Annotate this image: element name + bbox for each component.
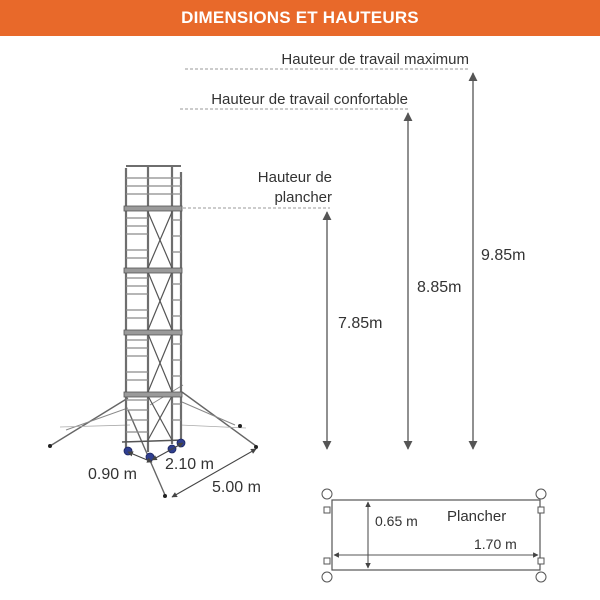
page-title: DIMENSIONS ET HAUTEURS [181,8,419,27]
platform-label: Plancher [447,508,507,525]
comfort-height-value: 8.85m [417,279,462,296]
floor-height-label-line2: plancher [274,189,332,206]
comfort-height-label: Hauteur de travail confortable [211,91,408,108]
max-height-label: Hauteur de travail maximum [281,51,469,68]
max-height-value: 9.85m [481,247,526,264]
corner-post-bottom-right [536,572,546,582]
platform-outline [332,500,540,570]
corner-post-top-right [536,489,546,499]
length-value: 2.10 m [165,456,214,473]
scaffold-tower-icon [48,165,258,498]
corner-post-bottom-left [322,572,332,582]
floor-height-value: 7.85m [338,315,383,332]
floor-height-label-line1: Hauteur de [257,169,332,186]
outrigger-span-value: 5.00 m [212,479,261,496]
platform-width-value: 0.65 m [375,513,418,529]
platform-length-value: 1.70 m [474,536,517,552]
platform-plan-view [322,489,546,582]
corner-post-top-left [322,489,332,499]
depth-value: 0.90 m [88,466,137,483]
